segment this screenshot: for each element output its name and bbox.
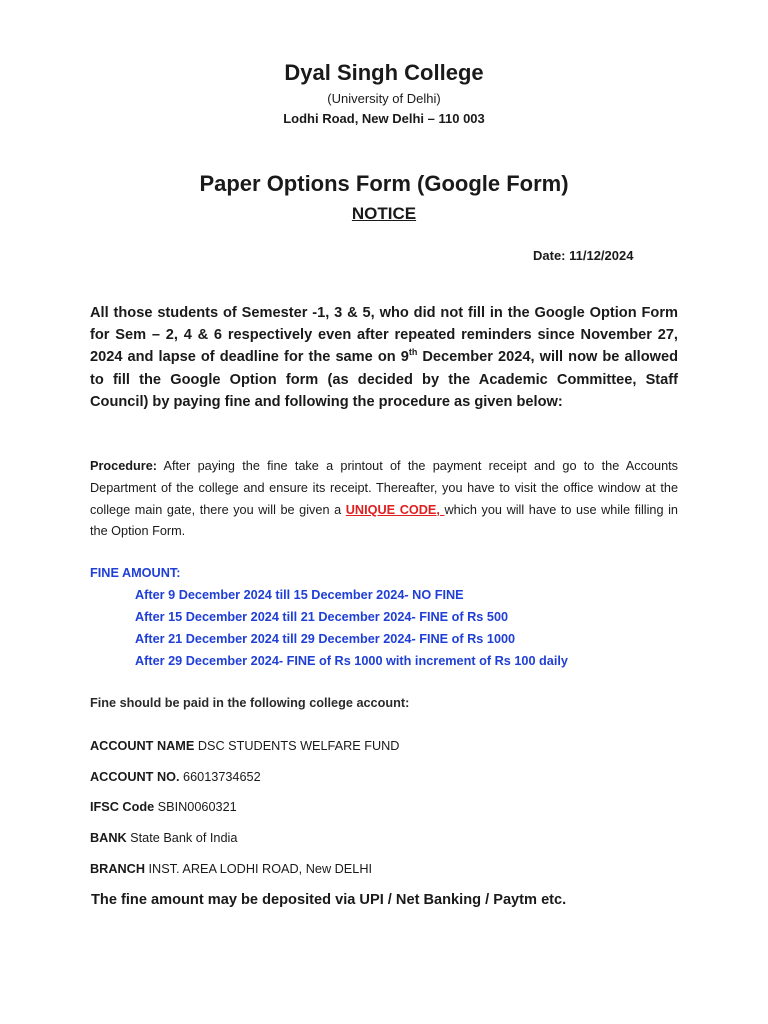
lead-text-part1: All those students of Semester -1, 3 & 5, who did not fill in the Google Option Form for Sem – 2, 4 & 6 respectively even after repeated reminders since November 27, 2024 and lapse of deadline for the same on 9 <box>90 305 678 366</box>
procedure-paragraph <box>90 456 678 543</box>
fine-schedule-item: After 9 December 2024 till 15 December 2024- NO FINE <box>135 588 464 602</box>
account-no-value: 66013734652 <box>179 770 261 784</box>
account-name-row <box>90 739 399 753</box>
form-title: Paper Options Form (Google Form) <box>199 171 569 196</box>
unique-code-highlight: UNIQUE CODE, <box>345 502 445 517</box>
bank-label: BANK <box>90 831 127 845</box>
ifsc-value: SBIN0060321 <box>154 800 237 814</box>
university-line: (University of Delhi) <box>327 91 441 106</box>
fine-schedule-item: After 21 December 2024 till 29 December 2024- FINE of Rs 1000 <box>135 632 516 646</box>
bank-row <box>90 831 237 845</box>
procedure-text-part1: After paying the fine take a printout of the payment receipt and go to the Accounts Department of the college and ensure its receipt. Thereafter, you have to visit the office window at the college main gate, there you will be given a <box>90 459 678 517</box>
lead-paragraph <box>90 302 678 413</box>
college-name: Dyal Singh College <box>284 60 484 85</box>
fine-schedule-item: After 15 December 2024 till 21 December 2024- FINE of Rs 500 <box>135 610 509 624</box>
account-no-row <box>90 770 261 784</box>
branch-value: INST. AREA LODHI ROAD, New DELHI <box>144 862 373 876</box>
notice-heading <box>0 204 768 224</box>
account-name-label: ACCOUNT NAME <box>90 739 195 753</box>
branch-row <box>90 862 372 876</box>
ifsc-label: IFSC Code <box>90 800 155 814</box>
college-address: Lodhi Road, New Delhi – 110 003 <box>283 111 485 126</box>
account-name-value: DSC STUDENTS WELFARE FUND <box>194 739 400 753</box>
fine-schedule-item: After 29 December 2024- FINE of Rs 1000 with increment of Rs 100 daily <box>135 654 568 668</box>
notice-label: NOTICE <box>351 204 417 223</box>
account-no-label: ACCOUNT NO. <box>90 770 180 784</box>
notice-date: Date: 11/12/2024 <box>533 248 634 263</box>
fine-amount-title: FINE AMOUNT: <box>90 566 181 580</box>
lead-text-part2: December 2024, will now be allowed to fill the Google Option form (as decided by the Academic Committee, Staff Council) by paying fine and following the procedure as given below: <box>90 349 679 410</box>
lead-superscript: th <box>408 347 418 358</box>
payment-methods-note: The fine amount may be deposited via UPI / Net Banking / Paytm etc. <box>91 892 567 908</box>
ifsc-row <box>90 800 237 814</box>
branch-label: BRANCH <box>90 862 145 876</box>
procedure-label: Procedure: <box>90 459 157 473</box>
bank-value: State Bank of India <box>126 831 238 845</box>
fine-schedule-list <box>135 587 568 675</box>
procedure-text-part2: which you will have to use while filling in the Option Form. <box>90 502 678 539</box>
payment-heading: Fine should be paid in the following college account: <box>90 696 410 710</box>
